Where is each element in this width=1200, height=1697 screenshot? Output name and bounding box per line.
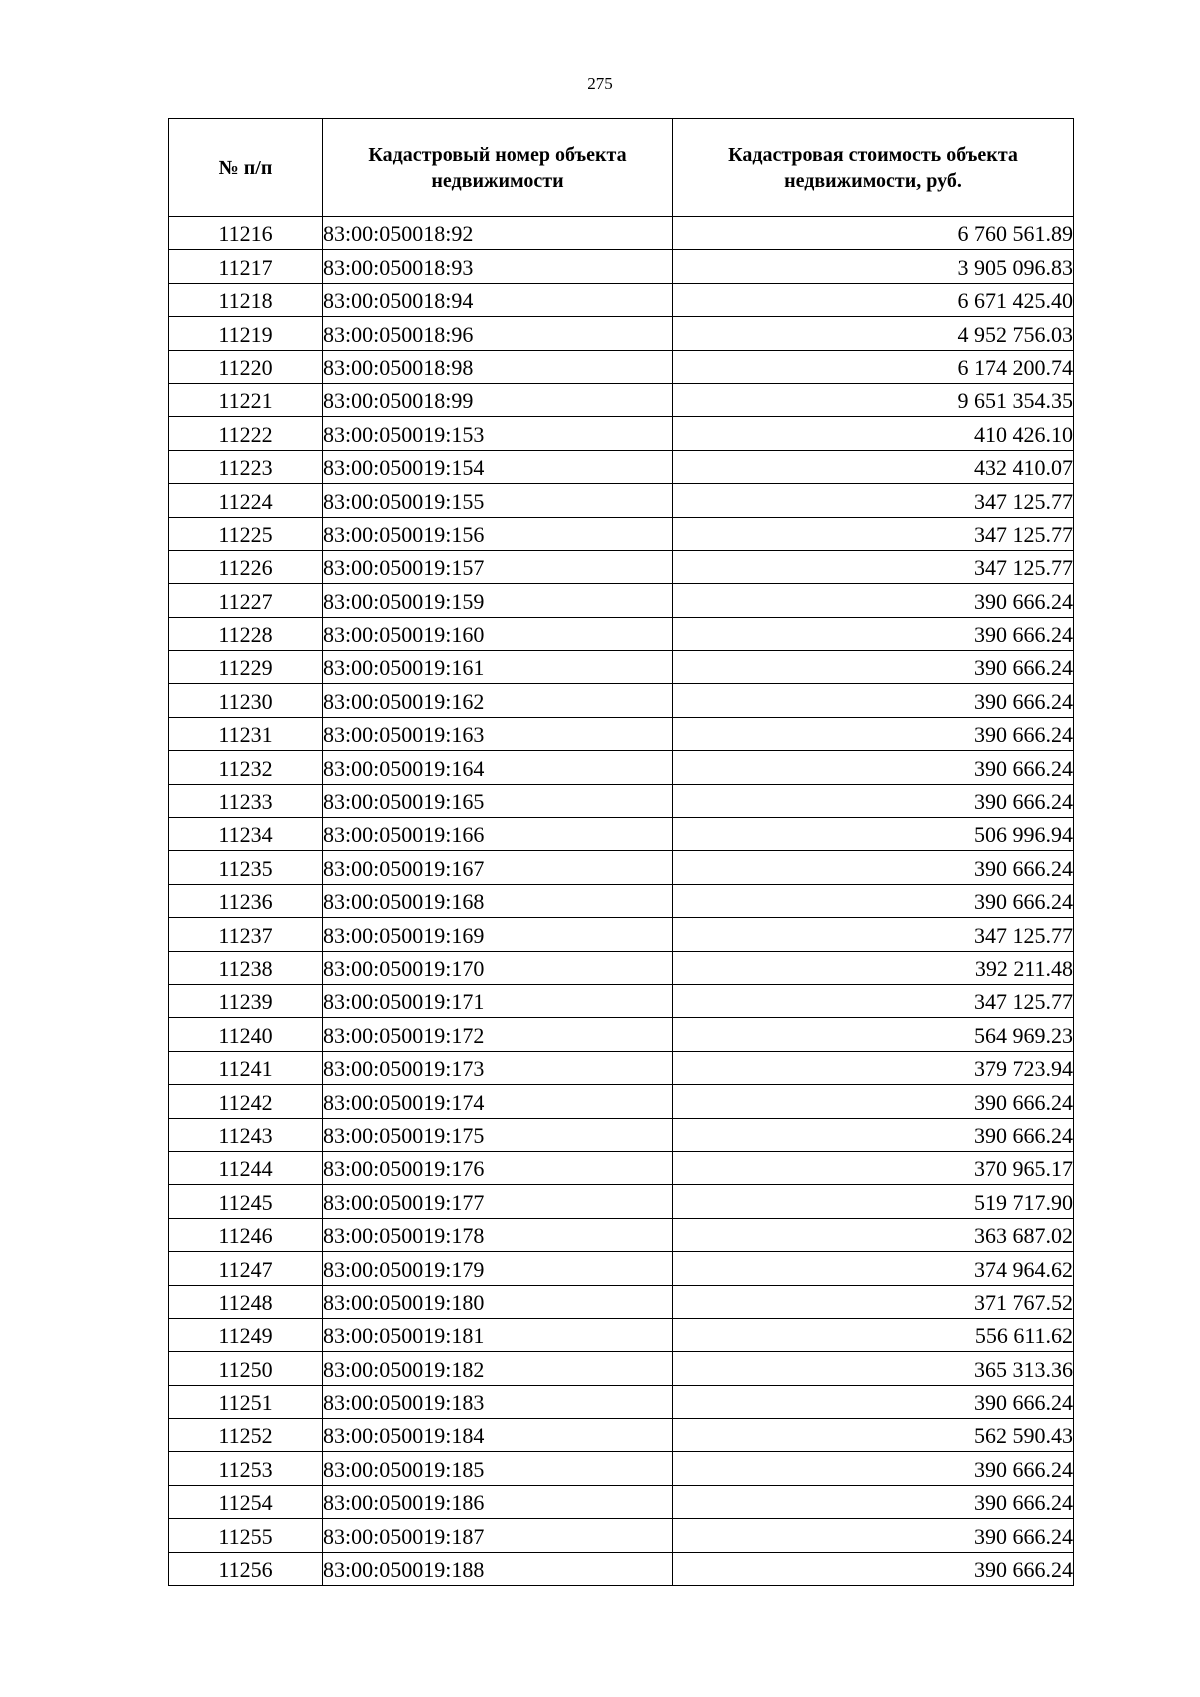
cadastral-value-cell: 371 767.52 bbox=[673, 1285, 1074, 1318]
cadastral-number-cell: 83:00:050019:170 bbox=[323, 951, 673, 984]
cadastral-number-cell: 83:00:050019:175 bbox=[323, 1118, 673, 1151]
cadastral-value-cell: 379 723.94 bbox=[673, 1051, 1074, 1084]
table-row bbox=[169, 617, 1074, 650]
table-row bbox=[169, 818, 1074, 851]
row-number-cell: 11230 bbox=[169, 684, 323, 717]
cadastral-value-cell: 390 666.24 bbox=[673, 784, 1074, 817]
table-row bbox=[169, 1519, 1074, 1552]
row-number-cell: 11248 bbox=[169, 1285, 323, 1318]
cadastral-number-cell: 83:00:050019:183 bbox=[323, 1385, 673, 1418]
header-row bbox=[169, 119, 1074, 217]
row-number-cell: 11244 bbox=[169, 1151, 323, 1184]
row-number-cell: 11225 bbox=[169, 517, 323, 550]
cadastral-value-cell: 390 666.24 bbox=[673, 651, 1074, 684]
row-number-cell: 11231 bbox=[169, 717, 323, 750]
row-number-cell: 11220 bbox=[169, 350, 323, 383]
cadastral-number-cell: 83:00:050019:173 bbox=[323, 1051, 673, 1084]
row-number-cell: 11246 bbox=[169, 1218, 323, 1251]
cadastral-number-cell: 83:00:050019:176 bbox=[323, 1151, 673, 1184]
row-number-cell: 11249 bbox=[169, 1318, 323, 1351]
cadastral-value-cell: 562 590.43 bbox=[673, 1419, 1074, 1452]
table-row bbox=[169, 717, 1074, 750]
cadastral-number-cell: 83:00:050019:172 bbox=[323, 1018, 673, 1051]
row-number-cell: 11251 bbox=[169, 1385, 323, 1418]
table-row bbox=[169, 1118, 1074, 1151]
table-row bbox=[169, 951, 1074, 984]
cadastral-number-cell: 83:00:050019:161 bbox=[323, 651, 673, 684]
cadastral-value-cell: 4 952 756.03 bbox=[673, 317, 1074, 350]
cadastral-number-cell: 83:00:050019:171 bbox=[323, 984, 673, 1017]
table-row bbox=[169, 283, 1074, 316]
cadastral-value-cell: 390 666.24 bbox=[673, 751, 1074, 784]
cadastral-value-cell: 564 969.23 bbox=[673, 1018, 1074, 1051]
row-number-cell: 11228 bbox=[169, 617, 323, 650]
cadastral-value-cell: 365 313.36 bbox=[673, 1352, 1074, 1385]
cadastral-number-cell: 83:00:050019:182 bbox=[323, 1352, 673, 1385]
cadastral-value-cell: 363 687.02 bbox=[673, 1218, 1074, 1251]
cadastral-number-cell: 83:00:050019:155 bbox=[323, 484, 673, 517]
cadastral-number-cell: 83:00:050019:169 bbox=[323, 918, 673, 951]
row-number-cell: 11221 bbox=[169, 383, 323, 416]
table-row bbox=[169, 751, 1074, 784]
cadastral-value-cell: 390 666.24 bbox=[673, 584, 1074, 617]
cadastral-value-cell: 347 125.77 bbox=[673, 918, 1074, 951]
table-row bbox=[169, 1252, 1074, 1285]
table-body bbox=[169, 217, 1074, 1586]
table-header bbox=[169, 119, 1074, 217]
cadastral-number-cell: 83:00:050019:187 bbox=[323, 1519, 673, 1552]
row-number-cell: 11239 bbox=[169, 984, 323, 1017]
row-number-cell: 11218 bbox=[169, 283, 323, 316]
row-number-cell: 11237 bbox=[169, 918, 323, 951]
table-row bbox=[169, 1285, 1074, 1318]
row-number-cell: 11234 bbox=[169, 818, 323, 851]
cadastral-value-cell: 506 996.94 bbox=[673, 818, 1074, 851]
cadastral-number-cell: 83:00:050019:163 bbox=[323, 717, 673, 750]
row-number-cell: 11217 bbox=[169, 250, 323, 283]
cadastral-value-cell: 390 666.24 bbox=[673, 1085, 1074, 1118]
cadastral-value-cell: 390 666.24 bbox=[673, 1519, 1074, 1552]
table-row bbox=[169, 417, 1074, 450]
cadastral-value-cell: 390 666.24 bbox=[673, 1452, 1074, 1485]
cadastral-value-cell: 390 666.24 bbox=[673, 884, 1074, 917]
cadastral-number-cell: 83:00:050019:166 bbox=[323, 818, 673, 851]
row-number-cell: 11238 bbox=[169, 951, 323, 984]
table-row bbox=[169, 584, 1074, 617]
cadastral-value-cell: 6 671 425.40 bbox=[673, 283, 1074, 316]
table-row bbox=[169, 450, 1074, 483]
cadastral-value-cell: 392 211.48 bbox=[673, 951, 1074, 984]
page-number: 275 bbox=[587, 74, 613, 93]
cadastral-value-cell: 519 717.90 bbox=[673, 1185, 1074, 1218]
row-number-cell: 11226 bbox=[169, 550, 323, 583]
cadastral-value-cell: 6 174 200.74 bbox=[673, 350, 1074, 383]
table-row bbox=[169, 250, 1074, 283]
table-row bbox=[169, 1385, 1074, 1418]
row-number-cell: 11253 bbox=[169, 1452, 323, 1485]
row-number-cell: 11250 bbox=[169, 1352, 323, 1385]
table-row bbox=[169, 550, 1074, 583]
cadastral-number-cell: 83:00:050019:156 bbox=[323, 517, 673, 550]
cadastral-value-cell: 347 125.77 bbox=[673, 984, 1074, 1017]
table-row bbox=[169, 1151, 1074, 1184]
cadastral-value-cell: 410 426.10 bbox=[673, 417, 1074, 450]
cadastral-value-table bbox=[168, 118, 1074, 1586]
row-number-cell: 11245 bbox=[169, 1185, 323, 1218]
table-row bbox=[169, 1452, 1074, 1485]
cadastral-number-cell: 83:00:050019:178 bbox=[323, 1218, 673, 1251]
cadastral-value-cell: 390 666.24 bbox=[673, 851, 1074, 884]
header-cadastral-number: Кадастровый номер объекта недвижимости bbox=[323, 119, 673, 217]
cadastral-number-cell: 83:00:050018:94 bbox=[323, 283, 673, 316]
cadastral-value-cell: 432 410.07 bbox=[673, 450, 1074, 483]
row-number-cell: 11236 bbox=[169, 884, 323, 917]
row-number-cell: 11219 bbox=[169, 317, 323, 350]
table-row bbox=[169, 217, 1074, 250]
cadastral-number-cell: 83:00:050018:98 bbox=[323, 350, 673, 383]
row-number-cell: 11235 bbox=[169, 851, 323, 884]
table-row bbox=[169, 1552, 1074, 1585]
table-row bbox=[169, 1018, 1074, 1051]
header-number: № п/п bbox=[169, 119, 323, 217]
cadastral-number-cell: 83:00:050019:160 bbox=[323, 617, 673, 650]
cadastral-number-cell: 83:00:050019:168 bbox=[323, 884, 673, 917]
cadastral-number-cell: 83:00:050019:164 bbox=[323, 751, 673, 784]
row-number-cell: 11247 bbox=[169, 1252, 323, 1285]
cadastral-number-cell: 83:00:050019:184 bbox=[323, 1419, 673, 1452]
table-row bbox=[169, 317, 1074, 350]
cadastral-value-cell: 390 666.24 bbox=[673, 717, 1074, 750]
row-number-cell: 11254 bbox=[169, 1485, 323, 1518]
row-number-cell: 11232 bbox=[169, 751, 323, 784]
row-number-cell: 11256 bbox=[169, 1552, 323, 1585]
table-row bbox=[169, 1185, 1074, 1218]
table-row bbox=[169, 651, 1074, 684]
cadastral-value-cell: 390 666.24 bbox=[673, 684, 1074, 717]
cadastral-number-cell: 83:00:050019:159 bbox=[323, 584, 673, 617]
cadastral-value-cell: 347 125.77 bbox=[673, 484, 1074, 517]
cadastral-number-cell: 83:00:050018:96 bbox=[323, 317, 673, 350]
table-row bbox=[169, 1051, 1074, 1084]
cadastral-number-cell: 83:00:050019:179 bbox=[323, 1252, 673, 1285]
row-number-cell: 11243 bbox=[169, 1118, 323, 1151]
row-number-cell: 11242 bbox=[169, 1085, 323, 1118]
row-number-cell: 11233 bbox=[169, 784, 323, 817]
cadastral-value-cell: 347 125.77 bbox=[673, 550, 1074, 583]
table-row bbox=[169, 350, 1074, 383]
cadastral-value-cell: 370 965.17 bbox=[673, 1151, 1074, 1184]
cadastral-number-cell: 83:00:050019:177 bbox=[323, 1185, 673, 1218]
table-row bbox=[169, 984, 1074, 1017]
table-row bbox=[169, 1318, 1074, 1351]
cadastral-number-cell: 83:00:050018:99 bbox=[323, 383, 673, 416]
cadastral-value-cell: 390 666.24 bbox=[673, 1485, 1074, 1518]
cadastral-number-cell: 83:00:050019:186 bbox=[323, 1485, 673, 1518]
row-number-cell: 11222 bbox=[169, 417, 323, 450]
cadastral-number-cell: 83:00:050019:165 bbox=[323, 784, 673, 817]
cadastral-number-cell: 83:00:050019:185 bbox=[323, 1452, 673, 1485]
cadastral-value-cell: 390 666.24 bbox=[673, 1385, 1074, 1418]
row-number-cell: 11229 bbox=[169, 651, 323, 684]
cadastral-number-cell: 83:00:050018:93 bbox=[323, 250, 673, 283]
cadastral-value-cell: 3 905 096.83 bbox=[673, 250, 1074, 283]
cadastral-value-cell: 390 666.24 bbox=[673, 1118, 1074, 1151]
table-row bbox=[169, 884, 1074, 917]
cadastral-number-cell: 83:00:050019:188 bbox=[323, 1552, 673, 1585]
cadastral-number-cell: 83:00:050019:162 bbox=[323, 684, 673, 717]
row-number-cell: 11252 bbox=[169, 1419, 323, 1452]
row-number-cell: 11224 bbox=[169, 484, 323, 517]
cadastral-value-cell: 6 760 561.89 bbox=[673, 217, 1074, 250]
cadastral-value-cell: 390 666.24 bbox=[673, 617, 1074, 650]
table-row bbox=[169, 784, 1074, 817]
cadastral-value-cell: 390 666.24 bbox=[673, 1552, 1074, 1585]
row-number-cell: 11223 bbox=[169, 450, 323, 483]
table-row bbox=[169, 1485, 1074, 1518]
cadastral-number-cell: 83:00:050019:167 bbox=[323, 851, 673, 884]
table-row bbox=[169, 851, 1074, 884]
row-number-cell: 11241 bbox=[169, 1051, 323, 1084]
header-cadastral-value: Кадастровая стоимость объекта недвижимости, руб. bbox=[673, 119, 1074, 217]
table-row bbox=[169, 1218, 1074, 1251]
table-row bbox=[169, 517, 1074, 550]
table-row bbox=[169, 1419, 1074, 1452]
cadastral-value-cell: 374 964.62 bbox=[673, 1252, 1074, 1285]
cadastral-value-cell: 9 651 354.35 bbox=[673, 383, 1074, 416]
table-row bbox=[169, 684, 1074, 717]
cadastral-number-cell: 83:00:050019:180 bbox=[323, 1285, 673, 1318]
row-number-cell: 11255 bbox=[169, 1519, 323, 1552]
cadastral-number-cell: 83:00:050019:157 bbox=[323, 550, 673, 583]
cadastral-value-cell: 556 611.62 bbox=[673, 1318, 1074, 1351]
cadastral-value-cell: 347 125.77 bbox=[673, 517, 1074, 550]
cadastral-number-cell: 83:00:050019:154 bbox=[323, 450, 673, 483]
row-number-cell: 11240 bbox=[169, 1018, 323, 1051]
row-number-cell: 11227 bbox=[169, 584, 323, 617]
cadastral-number-cell: 83:00:050019:153 bbox=[323, 417, 673, 450]
cadastral-number-cell: 83:00:050018:92 bbox=[323, 217, 673, 250]
cadastral-number-cell: 83:00:050019:174 bbox=[323, 1085, 673, 1118]
row-number-cell: 11216 bbox=[169, 217, 323, 250]
table-row bbox=[169, 1352, 1074, 1385]
table-row bbox=[169, 1085, 1074, 1118]
table-row bbox=[169, 484, 1074, 517]
table-row bbox=[169, 383, 1074, 416]
cadastral-number-cell: 83:00:050019:181 bbox=[323, 1318, 673, 1351]
table-row bbox=[169, 918, 1074, 951]
